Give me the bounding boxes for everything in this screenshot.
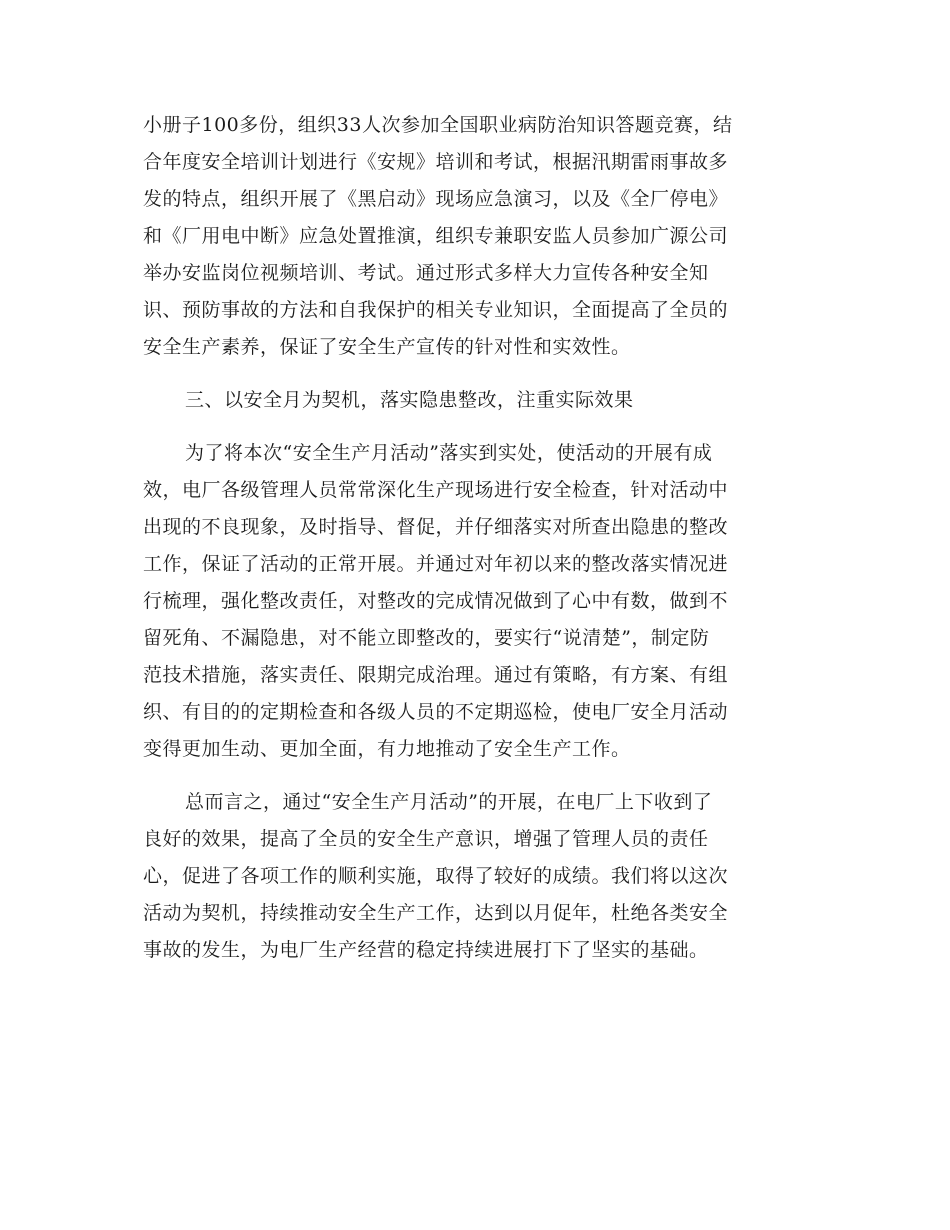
text-line: 举办安监岗位视频培训、考试。通过形式多样大力宣传各种安全知 (143, 262, 709, 284)
text-line: 活动为契机，持续推动安全生产工作，达到以月促年，杜绝各类安全 (143, 902, 729, 924)
text-line: 为了将本次“安全生产月活动”落实到实处，使活动的开展有成 (185, 442, 713, 464)
heading-line: 三、以安全月为契机，落实隐患整改，注重实际效果 (185, 389, 634, 411)
text-line: 和《厂用电中断》应急处置推演，组织专兼职安监人员参加广源公司 (143, 225, 729, 247)
text-line: 留死角、不漏隐患，对不能立即整改的，要实行“说清楚”，制定防 (143, 627, 710, 649)
text-line: 良好的效果，提高了全员的安全生产意识，增强了管理人员的责任 (143, 828, 709, 850)
text-line: 心，促进了各项工作的顺利实施，取得了较好的成绩。我们将以这次 (143, 865, 729, 887)
text-line: 发的特点，组织开展了《黑启动》现场应急演习，以及《全厂停电》 (143, 188, 729, 210)
text-line: 事故的发生，为电厂生产经营的稳定持续进展打下了坚实的基础。 (143, 939, 709, 961)
paragraph-rectification (143, 435, 803, 768)
text-line: 范技术措施，落实责任、限期完成治理。通过有策略，有方案、有组 (143, 664, 729, 686)
document-body (143, 107, 803, 985)
text-line: 织、有目的的定期检查和各级人员的不定期巡检，使电厂安全月活动 (143, 701, 729, 723)
section-heading-3 (143, 382, 803, 419)
text-line: 小册子100多份，组织33人次参加全国职业病防治知识答题竞赛，结 (143, 114, 733, 136)
paragraph-conclusion (143, 784, 803, 969)
text-line: 总而言之，通过“安全生产月活动”的开展，在电厂上下收到了 (185, 791, 713, 813)
paragraph-training (143, 107, 803, 366)
text-line: 工作，保证了活动的正常开展。并通过对年初以来的整改落实情况进 (143, 553, 729, 575)
text-line: 出现的不良现象，及时指导、督促，并仔细落实对所查出隐患的整改 (143, 516, 729, 538)
text-line: 识、预防事故的方法和自我保护的相关专业知识，全面提高了全员的 (143, 299, 729, 321)
text-line: 变得更加生动、更加全面，有力地推动了安全生产工作。 (143, 738, 631, 760)
text-line: 效，电厂各级管理人员常常深化生产现场进行安全检查，针对活动中 (143, 479, 729, 501)
text-line: 合年度安全培训计划进行《安规》培训和考试，根据汛期雷雨事故多 (143, 151, 729, 173)
text-line: 行梳理，强化整改责任，对整改的完成情况做到了心中有数，做到不 (143, 590, 729, 612)
text-line: 安全生产素养，保证了安全生产宣传的针对性和实效性。 (143, 336, 631, 358)
